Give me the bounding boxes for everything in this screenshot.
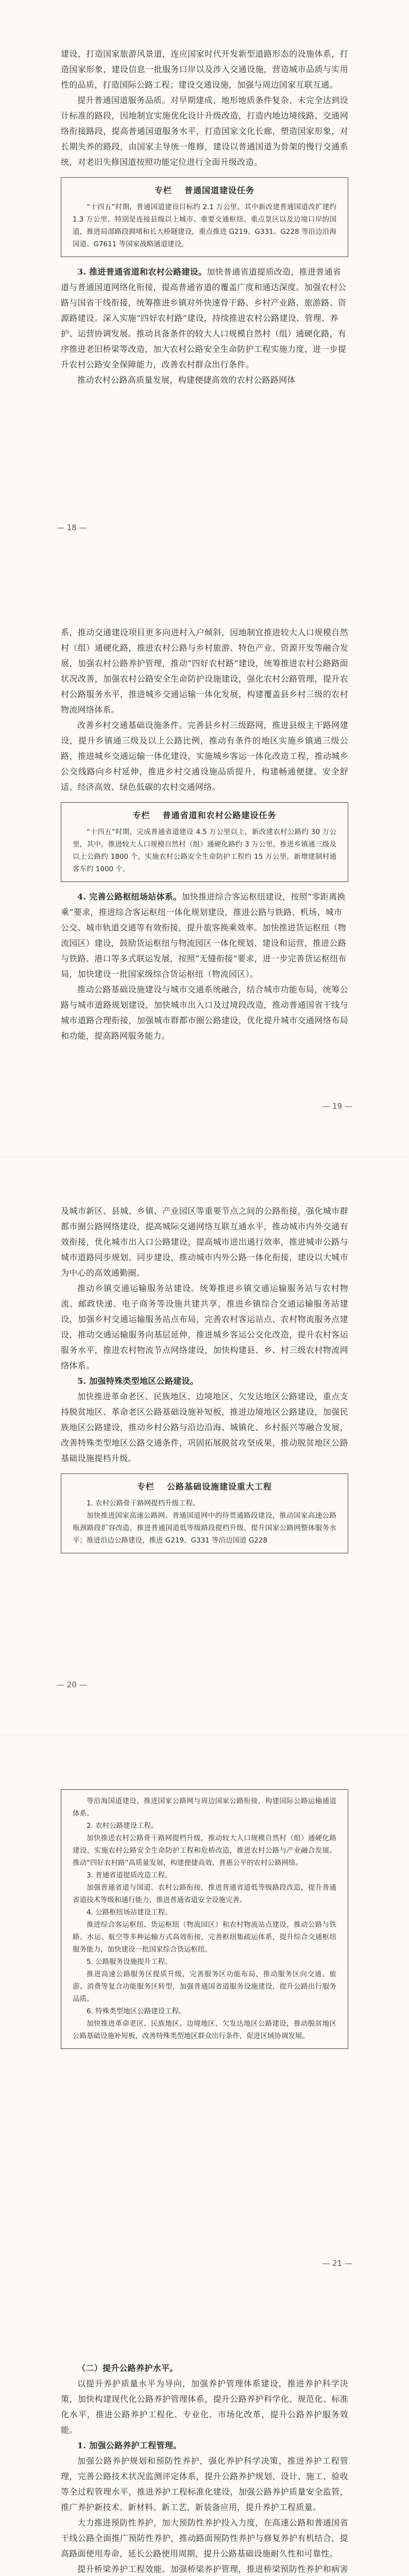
- page-content: [61, 1782, 348, 2056]
- special-column-box: [61, 802, 348, 882]
- box-line: 加快推进革命老区、民族地区、边境地区、欠发达地区公路建设，推动脱贫地区公路基础设施补短板，改善特殊类型地区群众出行条件，促进区域协调发展。: [73, 2020, 336, 2040]
- body-paragraph: 推动农村公路高质量发展，构建便捷高效的农村公路路网体: [77, 375, 296, 385]
- box-tag: 专栏: [154, 185, 172, 195]
- section-heading: （二）提升公路养护水平。: [77, 2363, 178, 2373]
- section-paragraph: [61, 889, 348, 982]
- page-content: [61, 2361, 348, 2576]
- box-line: 2. 农村公路建设工程。: [87, 1822, 158, 1830]
- box-line: 5. 公路服务设施提升工程。: [87, 1958, 172, 1966]
- page-number: — 20 —: [57, 1680, 87, 1689]
- body-paragraph: 建设，打造国家旅游风景道，连应国家时代开发新型道路形态的设施体系，打造国家形象，建设信息一批服务口岸以及涉入交通设施，营造城市品质与实用性的品质，打造国际公路工程；建设交通设施，加强与周边国家互联互通。: [61, 49, 348, 90]
- body-paragraph: 及城市新区、县城、乡镇、产业园区等重要节点之间的公路衔接，强化城市群都市圈公路网络建设，提高城际交通网络互联互通水平，推动城市内外交通有效衔接，优化城市出入口公路建设，提高城市进出通行效率，推进城市公路与城市道路同步规划、同步建设，推动城市内外公路一体化衔接，建设以大城市为中心的高效通勤圈。: [61, 1206, 348, 1278]
- document-page: [0, 2314, 409, 2576]
- box-line: 4. 公路枢纽场站建设工程。: [87, 1908, 172, 1917]
- section-paragraph: [61, 1374, 348, 1389]
- page-content: [61, 1204, 348, 1561]
- document-page: [0, 0, 409, 579]
- body-paragraph: 大力推进预防性养护，加大预防性养护投入力度，在高速公路和普通国省干线公路全面推广预防性养护，推动路面预防性养护与修复养护有机结合，提高路面使用寿命，延长公路使用周期，提升公路基础设施耐久性和可靠性。: [61, 2518, 348, 2558]
- special-column-box: [61, 1473, 348, 1553]
- page-number: — 19 —: [322, 1101, 352, 1111]
- box-line: “十四五”时期，普通国道建设目标约 2.1 万公里。其中新改建普通国道改扩建约 1.3 万公里，特别是连接县级以上城市、重要交通枢纽、重点景区以及边境口岸的国道，推进局部路段拥堵和长大桥隧建设，重点推进 G219、G331、G228 等沿边沿海国道、G7611 等国家战略通道建设。: [73, 203, 336, 248]
- box-line: 6. 特殊类型地区公路建设工程。: [87, 2007, 186, 2015]
- box-title: [73, 809, 336, 821]
- section-paragraph: [61, 2361, 348, 2376]
- document-page: [0, 579, 409, 1157]
- box-tag: 专栏: [137, 1482, 155, 1492]
- box-line: 等沿海国道建设，推进国家公路网与周边国家公路衔接，构建国际公路运输通道体系。: [73, 1797, 336, 1818]
- section-heading: 3. 推进普通省道和农村公路建设。: [77, 267, 207, 277]
- page-content: [61, 625, 348, 1044]
- body-paragraph: 改善乡村交通基础设施条件。完善县乡村三级路网，推进县级主干路网建设，提升乡镇通三级及以上公路比例，推动有条件的地区实施乡镇通三级公路，推进城乡交通运输一体化建设，实施城乡客运一体化改造工程，推动城乡公交线路向乡村延伸，推进乡村交通设施品质提升，构建畅通便捷、安全舒适、经济高效、绿色低碳的农村交通网络。: [61, 720, 348, 792]
- box-line: 推进高速公路服务区提质升级，完善服务区功能布局，推动服务区向交通、旅游、消费等复合功能服务区转型，加强普通国省道服务设施建设，提升公路出行服务品质。: [73, 1970, 336, 2003]
- body-paragraph: 加快推进革命老区、民族地区、边境地区、欠发达地区公路建设，重点支持脱贫地区、革命老区公路基础设施补短板，推进边境地区公路建设，加强民族地区公路建设，推动乡村公路与沿边沿海、城镇化、乡村振兴等融合发展，改善特殊类型地区公路交通条件，巩固拓展脱贫攻坚成果，推动脱贫地区公路基础设施提档升级。: [61, 1392, 348, 1463]
- box-line: “十四五”时期，完成普通省道建设 4.5 万公里以上，新改建农村公路约 30 万公里，其中，推进较大人口规模自然村（组）通硬化路约 3 万公里，推进乡镇通三级及以上公路约 1800 个，实施农村公路安全生命防护工程约 15 万公里，新增建制村通客车约 1000 个。: [73, 828, 336, 873]
- section-text: 加快推进综合客运枢纽建设，按照“零距离换乘”要求，推进综合客运枢纽一体化规划建设，推进公路与铁路、机场、城市公交、城市轨道交通等有效衔接，提升旅客换乘效率。加快推进货运枢纽（物流园区）建设，鼓励货运枢纽与物流园区一体化规划、建设和运营，推进公路与铁路、港口等多式联运发展，按照“无缝衔接”要求，进一步完善货运枢纽布局，加快建设一批国家级综合货运枢纽（物流园区）。: [61, 892, 347, 979]
- box-title: [73, 184, 336, 196]
- box-line: 3. 普通省道提质改造工程。: [87, 1871, 172, 1879]
- section-text: 加快普通省道提质改造，推进普通省道与普通国道网络化衔接，提高普通省道的覆盖广度和通达深度。加强农村公路与国省干线衔接，统筹推进乡镇对外快速骨干路、乡村产业路、旅游路、资源路建设。深入实施“四好农村路”建设，持续推进农村公路建设、管理、养护、运营协调发展。推动具备条件的较大人口规模自然村（组）通硬化路，有序推进老旧桥梁等改造，加大农村公路安全生命防护工程实施力度，进一步提升农村公路安全保障能力，改善农村群众出行条件。: [61, 267, 347, 369]
- body-paragraph: 加强公路养护规划和预防性养护，强化养护科学决策，推进养护工程管理，完善公路技术状况监测评定体系，提升公路养护规划、设计、施工、验收等全过程管理水平，推进养护工程标准化建设，加强公路养护质量安全监管，推广养护新技术、新材料、新工艺、新装备应用，提升养护工程质量。: [61, 2456, 348, 2512]
- box-line: 加强普通省道与国道、农村公路衔接，推进普通省道低等级路段改造，提升普通省道技术等级和通行能力，推进普通省道安全设施完善。: [73, 1884, 336, 1904]
- box-title: [73, 1480, 336, 1492]
- body-paragraph: 提升普通国道服务品质。对早期建成、地形地质条件复杂、未完全达到设计标准的路段，因地制宜实施优化设计升级改造，打造内地边境线路、交通网络衔接路段，提高普通国道服务水平，打造国家文化长廊，塑造国家形象，对长期失养的路段，由国家主导统一维修，建设以普通国道为骨架的慢行交通系统，对老旧失修国道按照功能定位进行全面升级改造。: [61, 95, 348, 167]
- box-line: 加快推进国家高速公路网、普通国道网中的待贯通路段建设，推动国家高速公路瓶颈路段扩容改造，推进普通国道低等级路段提档升级，提升国家公路网整体服务水平；推进沿边公路建设，推进 G219、G331 等沿边国道 G228: [73, 1512, 336, 1545]
- page-number: — 21 —: [322, 2259, 352, 2268]
- box-line: 推进综合客运枢纽、货运枢纽（物流园区）和农村物流站点建设，推动公路与铁路、水运、航空等多种运输方式高效衔接，完善枢纽集疏运体系，提升综合交通枢纽服务能力，加快建设一批国家综合货运枢纽。: [73, 1921, 336, 1954]
- body-paragraph: 以提升养护质量水平为导向，加强养护管理体系建设，推进养护科学决策，加快构建现代化公路养护管理体系，提升公路养护科学化、规范化、标准化水平，推进公路养护工程化、专业化、市场化改革，提升公路养护服务效能。: [61, 2379, 348, 2435]
- section-heading: 4. 完善公路枢纽场站体系。: [77, 892, 182, 902]
- body-paragraph: 推动乡镇交通运输服务站建设。统筹推进乡镇交通运输服务站与农村物流、邮政快递、电子商务等设施共建共享，推进乡镇综合交通运输服务站建设，加强乡村交通运输服务站点布局，完善农村客运站点、农村物流服务点建设，推动交通运输服务向基层延伸，推进城乡客运公交化改造，提升农村客运服务水平，推进农村物流节点网络建设，加快构建县、乡、村三级农村物流网络体系。: [61, 1283, 348, 1370]
- section-paragraph: [61, 264, 348, 372]
- box-line: 1. 农村公路骨干路网提档升级工程。: [87, 1499, 200, 1507]
- body-paragraph: 推动公路基础设施建设与城市交通系统融合，结合城市功能布局，统筹公路与城市道路规划建设，加快城市出入口及过境段改造，推动普通国省干线与城市道路合理衔接，加强城市群都市圈公路建设，优化提升城市交通网络布局和功能，提高路网服务能力。: [61, 985, 348, 1041]
- box-line: 加快推进农村公路骨干路网提档升级，推动较大人口规模自然村（组）通硬化路建设，实施农村公路安全生命防护工程和危桥改造，推进农村公路与产业融合发展。推动“四好农村路”高质量发展，构建便捷高效、普惠公平的农村公路网络。: [73, 1834, 336, 1867]
- body-paragraph: 提升桥梁养护工程效能。加强桥梁养护管理，推进桥梁预防性养护和病害: [77, 2564, 348, 2574]
- box-title-text: 普通国道建设任务: [184, 185, 255, 195]
- page-content: [61, 46, 348, 388]
- box-title-text: 普通省道和农村公路建设任务: [162, 810, 277, 820]
- document-page: [0, 1736, 409, 2314]
- special-column-box: [61, 1789, 348, 2049]
- section-heading: 5. 加强特殊类型地区公路建设。: [77, 1376, 199, 1386]
- box-title-text: 公路基础设施建设重大工程: [167, 1482, 272, 1492]
- section-heading: 1. 加强公路养护工程管理。: [77, 2441, 182, 2450]
- box-tag: 专栏: [132, 810, 150, 820]
- document-page: [0, 1157, 409, 1736]
- special-column-box: [61, 177, 348, 257]
- section-paragraph: [61, 2438, 348, 2453]
- body-paragraph: 系，推动交通建设项目更多向进村入户倾斜，因地制宜推进较大人口规模自然村（组）通硬化路，推进农村公路与乡村旅游、特色产业、资源开发等融合发展，加强农村公路养护管理，推动“四好农村路”建设，统筹推进农村公路路面状况改善，加强农村公路安全生命防护设施建设，强化农村公路管理，提升农村公路服务水平，推进城乡交通运输一体化发展，构建覆盖县乡村三级的农村物流网络体系。: [61, 628, 348, 715]
- page-number: — 18 —: [57, 523, 87, 532]
